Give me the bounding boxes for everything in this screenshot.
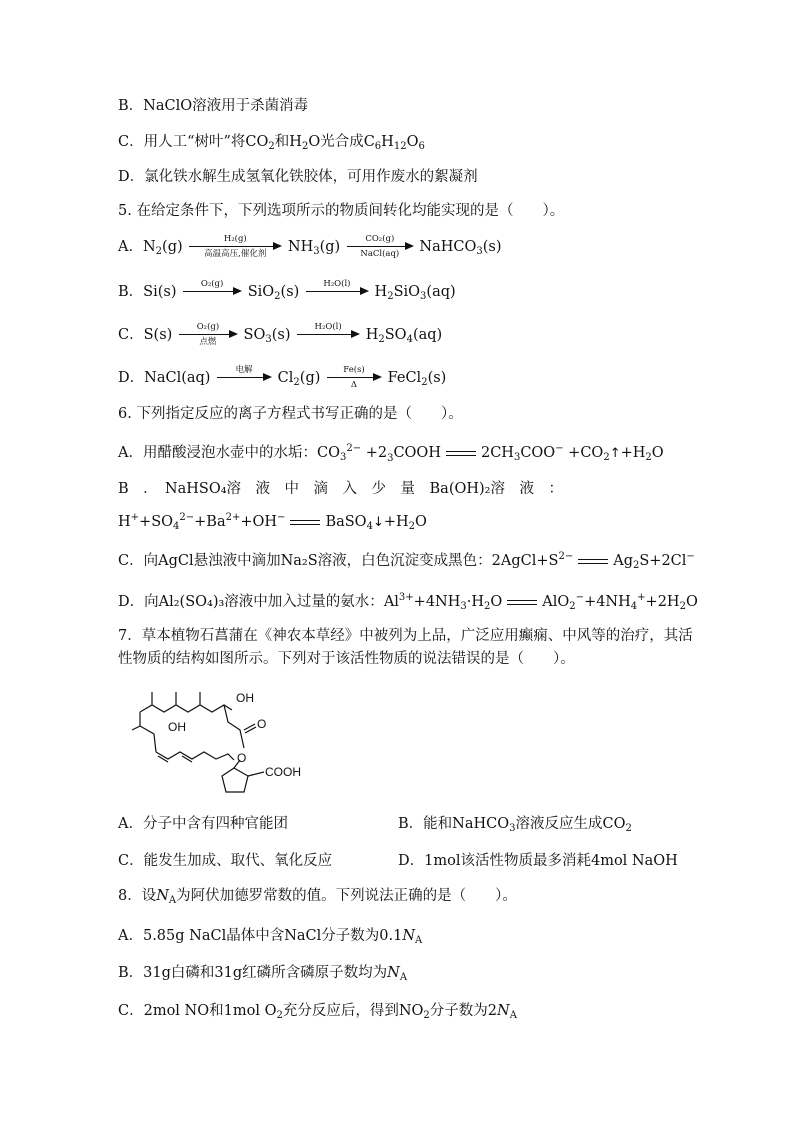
q4-option-c: C．用人工“树叶”将$CO_2$和$H_2O$光合成$C_6H_{12}O_6$ (118, 134, 425, 152)
svg-text:O: O (257, 717, 267, 731)
q4-option-d: D．氯化铁水解生成氢氧化铁胶体，可用作废水的絮凝剂 (118, 169, 478, 185)
reaction-arrow: H₂(g) 高温高压,催化剂 (187, 234, 283, 260)
svg-text:OH: OH (236, 691, 254, 705)
q7-option-d: D．1mol该活性物质最多消耗4mol NaOH (398, 853, 678, 869)
q6-stem: 6. 下列指定反应的离子方程式书写正确的是（ ）。 (118, 406, 463, 422)
svg-text:O: O (237, 751, 247, 765)
q8-stem: 8．设$N_A$为阿伏加德罗常数的值。下列说法正确的是（ ）。 (118, 888, 517, 906)
reaction-arrow: O₂(g) 点燃 (177, 322, 239, 348)
q4-option-b: B．NaClO溶液用于杀菌消毒 (118, 98, 309, 114)
q7-option-b: B．能和NaHCO$_3$溶液反应生成$CO_2$ (398, 816, 632, 834)
reaction-arrow: CO₂(g) NaCl(aq) (345, 234, 415, 260)
reaction-arrow: O₂(g) (181, 279, 243, 305)
q6-option-d: D．向Al₂(SO₄)₃溶液中加入过量的氨水：$Al^{3+}+4NH_3\cdot H_2O$ $AlO_2^-+4NH_4^++2H_2O$ (118, 592, 698, 612)
svg-text:OH: OH (168, 720, 186, 734)
molecule-structure (118, 678, 308, 798)
q7-stem-line2: 性物质的结构如图所示。下列对于该活性物质的说法错误的是（ ）。 (118, 651, 575, 667)
q7-option-a: A．分子中含有四种官能团 (118, 816, 288, 832)
svg-text:COOH: COOH (265, 765, 301, 779)
q5-option-c: C．S(s) O₂(g) 点燃 $SO_3(s)$ H₂O(l) $H_2SO_4(aq)$ (118, 322, 443, 347)
q6-option-b-line1: B ． NaHSO₄溶 液 中 滴 入 少 量 Ba(OH)₂溶 液 ： (118, 481, 563, 497)
q8-option-c: C．2mol NO和1mol $O_2$充分反应后，得到$NO_2$分子数为$2N_A$ (118, 1003, 517, 1021)
q7-option-c: C．能发生加成、取代、氧化反应 (118, 853, 333, 869)
q6-option-a: A．用醋酸浸泡水壶中的水垢：$CO_3^{2-}$ $+2_3COOH$ $2CH_3COO^-$ $+CO_2↑+H_2O$ (118, 443, 664, 464)
q8-option-b: B．31g白磷和31g红磷所含磷原子数均为$N_A$ (118, 965, 408, 983)
reaction-arrow: 电解 (215, 365, 273, 391)
q5-option-b: B．Si(s) O₂(g) SiO$_2$(s) H₂O(l) $H_2SiO_3(aq)$ (118, 279, 456, 308)
reaction-arrow: H₂O(l) (304, 279, 370, 305)
reaction-arrow: H₂O(l) (295, 322, 361, 348)
q6-option-c: C．向AgCl悬浊液中滴加Na₂S溶液，白色沉淀变成黑色：$2AgCl+S^{2-}$ $Ag_2S+2Cl^-$ (118, 551, 695, 571)
q5-option-d: D．NaCl(aq) 电解 $Cl_2(g)$ $\frac{Fe(s)}{\Delta}$ FeCl$_2$(s) (118, 365, 447, 390)
q5-option-a: A．$N_2(g)$ H₂(g) 高温高压,催化剂 $NH_3(g)$ CO₂(g) NaCl(aq) NaHCO$_3$(s) (118, 234, 502, 259)
q6-option-b-line2: $H^++SO_4^{2-}+Ba^{2+}+OH^-$ $BaSO_4↓+H_2O$ (118, 512, 427, 532)
q5-stem: 5. 在给定条件下，下列选项所示的物质间转化均能实现的是（ ）。 (118, 203, 565, 219)
q7-stem-line1: 7．草本植物石菖蒲在《神农本草经》中被列为上品，广泛应用癫痫、中风等的治疗，其活 (118, 628, 693, 644)
reaction-arrow: $\frac{Fe(s)}{\Delta}$ (325, 365, 383, 391)
q8-option-a: A．5.85g NaCl晶体中含NaCl分子数为$0.1N_A$ (118, 928, 423, 946)
